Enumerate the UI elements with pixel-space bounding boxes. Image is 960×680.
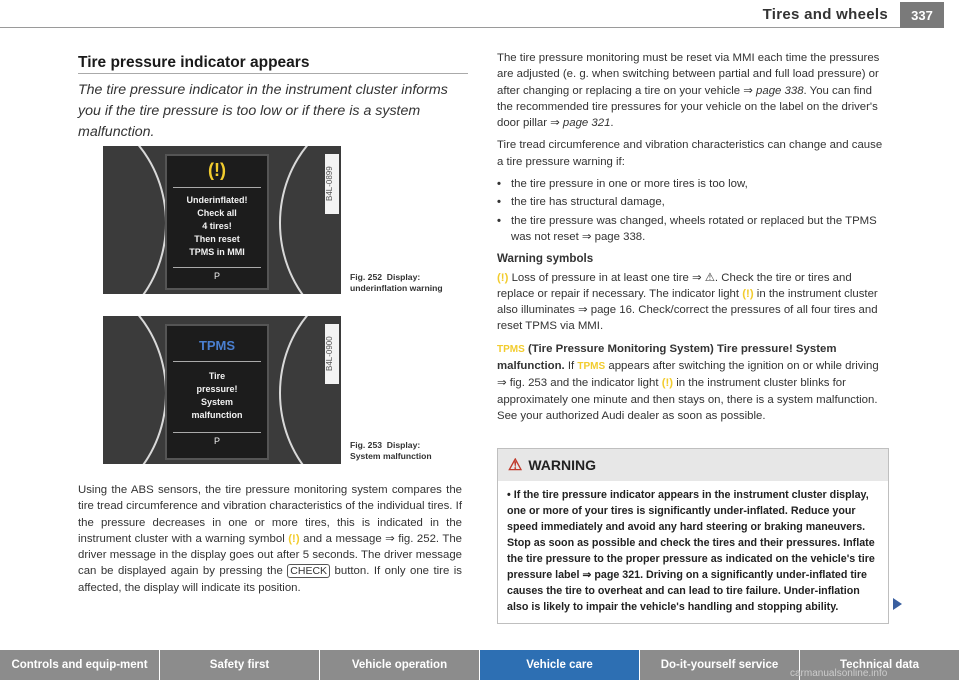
tpms-indicator-icon: TPMS: [497, 343, 525, 355]
nav-tab-controls[interactable]: Controls and equip-ment: [0, 650, 160, 680]
display-line: Underinflated!: [186, 195, 248, 205]
header-title: Tires and wheels: [762, 6, 888, 23]
section-title: Tire pressure indicator appears: [78, 54, 310, 71]
figure-caption-252: Fig. 252 Display: underinflation warning: [350, 272, 443, 293]
page-number: 337: [900, 2, 944, 28]
page-link[interactable]: page 321: [562, 117, 611, 130]
tire-pressure-indicator-icon: (!): [661, 377, 674, 390]
figure-code: B4L-0899: [325, 154, 339, 214]
warning-triangle-icon: ⚠: [508, 457, 523, 474]
tpms-indicator-icon: TPMS: [577, 361, 606, 373]
display-line: Tire: [208, 371, 226, 381]
gauge-ring-left: [103, 316, 167, 464]
display-line: System: [200, 397, 234, 407]
warning-box: [497, 448, 889, 624]
bullet-item: • the tire pressure in one or more tires is too low,: [497, 178, 748, 191]
display-line: pressure!: [196, 384, 238, 394]
gauge-ring-left: [103, 146, 167, 294]
display-line: Then reset: [194, 234, 240, 244]
bullet-item: • the tire pressure was changed, wheels rotated or replaced but the TPMS was not reset ⇒ page 338.: [497, 214, 877, 243]
nav-tab-vehicle-care[interactable]: Vehicle care: [480, 650, 640, 680]
section-intro: The tire pressure indicator in the instrument cluster informs you if the tire pressure is too low or if there is a system malfunction.: [78, 82, 448, 140]
display-screen: [165, 154, 269, 290]
tire-pressure-indicator-icon: (!): [497, 271, 509, 284]
right-body-text: The tire pressure monitoring must be reset via MMI each time the pressures are adjusted (e. g. when switching between partial and full load pressure) or after changing or replacing a tire on your vehicle ⇒ page 338. You can find the recommended tire pressures for your vehicle on the label on the driver's door pillar ⇒ page 321. Tire tread circumference and vibration characteristics can change and cause a tire pressure warning if: • the tire pressure in one or more tires is too low, • the tire has structural damage, • the tire pressure was changed, wheels rotated or replaced but the TPMS was not reset ⇒ page 338. Warning symbols (!) Loss of pressure in at least one tire ⇒ ⚠. Check the tire or tires and replace or repair if necessary. The indicator light (!) in the instrument cluster also illuminates ⇒ page 16. Check/correct the pressures of all four tires and reset TPMS via MMI. TPMS (Tire Pressure Monitoring System) Tire pressure! System malfunction. If TPMS appears after switching the ignition on or while driving ⇒ fig. 253 and the indicator light (!) in the instrument cluster blinks for approximately one minute and then stays on, there is a system malfunction. See your authorized Audi dealer as soon as possible.: [497, 50, 885, 430]
display-line: 4 tires!: [202, 221, 232, 231]
warning-text: • If the tire pressure indicator appears in the instrument cluster display, one or more of your tires is significantly under-inflated. Reduce your speed immediately and avoid any hard steering or braking maneuvers. Stop as soon as possible and check the tires and their pressures. Inflate the tire pressure to the proper pressure as indicated on the vehicle's tire pressure label ⇒ page 321. Driving on a significantly under-inflated tire causes the tire to overheat and can lead to tire failure. Under-inflation also is likely to impair the vehicle's handling and stopping ability.: [507, 489, 875, 613]
conditions-intro: Tire tread circumference and vibration characteristics can change and cause a tire pressure warning if:: [497, 139, 883, 168]
warning-symbols-heading: Warning symbols: [497, 252, 594, 266]
nav-tab-diy-service[interactable]: Do-it-yourself service: [640, 650, 800, 680]
section-rule: [78, 73, 468, 74]
left-body-text: Using the ABS sensors, the tire pressure monitoring system compares the tire tread circumference and vibration characteristics of the individual tires. If the pressure decreases in one or more tires, this is indicated in the instrument cluster with a warning symbol (!) and a message ⇒ fig. 252. The driver message in the display goes out after 5 seconds. The driver message can be displayed again by pressing the CHECK button. If only one tire is affected, the display will indicate its position.: [78, 484, 463, 594]
tire-pressure-indicator-icon: (!): [742, 287, 754, 300]
nav-tab-technical-data[interactable]: Technical data: [800, 650, 960, 680]
figure-caption-253: Fig. 253 Display: System malfunction: [350, 440, 432, 461]
gear-indicator: P: [213, 271, 220, 281]
tpms-title: TPMS: [198, 338, 236, 353]
figure-253: [103, 316, 341, 464]
tire-pressure-indicator-icon: (!): [288, 532, 300, 545]
tire-pressure-warning-icon: (!): [208, 160, 226, 180]
figure-252: [103, 146, 341, 294]
nav-tab-safety[interactable]: Safety first: [160, 650, 320, 680]
warning-header: ⚠ WARNING: [498, 449, 888, 481]
check-key: CHECK: [287, 564, 330, 578]
continue-arrow-icon[interactable]: [893, 598, 902, 610]
watermark: carmanualsonline.info: [790, 668, 888, 679]
display-line: Check all: [197, 208, 237, 218]
bullet-item: • the tire has structural damage,: [497, 196, 665, 209]
display-screen: [165, 324, 269, 460]
display-line: malfunction: [191, 410, 243, 420]
figure-code: B4L-0900: [325, 324, 339, 384]
page-link[interactable]: page 338: [756, 84, 804, 97]
header-rule: [0, 27, 910, 28]
gear-indicator: P: [213, 436, 220, 446]
nav-tab-vehicle-operation[interactable]: Vehicle operation: [320, 650, 480, 680]
display-line: TPMS in MMI: [189, 247, 245, 257]
